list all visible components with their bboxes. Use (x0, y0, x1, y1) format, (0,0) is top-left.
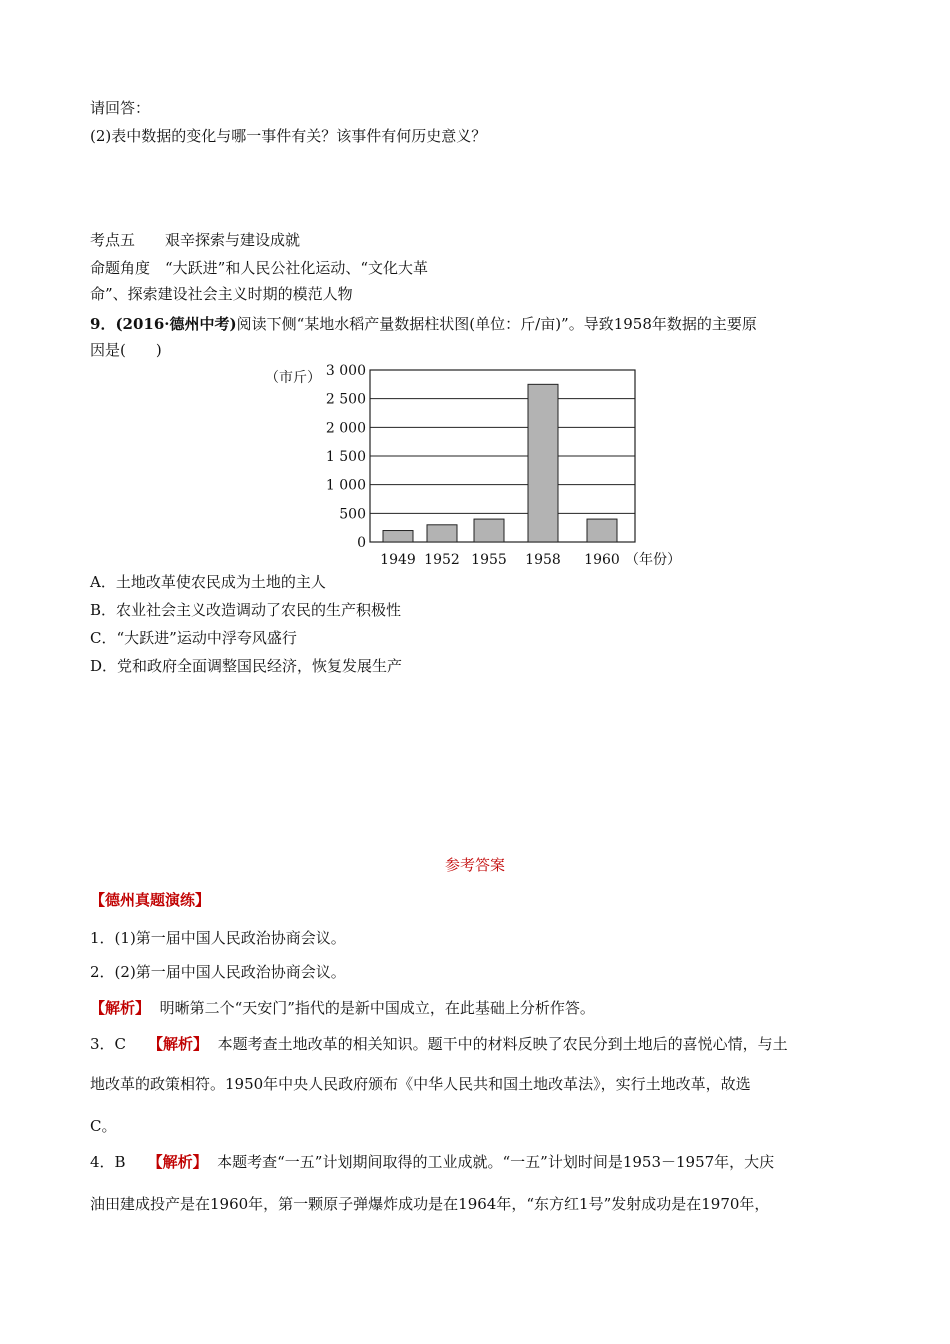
answer-4 (90, 1152, 774, 1172)
bar-1960 (587, 519, 617, 542)
question-9-stem-2: 因是( ) (90, 341, 162, 359)
analysis-tag: 【解析】 (90, 999, 151, 1017)
y-tick-label: 500 (339, 506, 366, 523)
rice-yield-bar-chart (255, 362, 715, 574)
answer-1: 1．(1)第一届中国人民政治协商会议。 (90, 929, 346, 947)
prompt-text: 请回答： (90, 99, 151, 117)
question-9-stem: 9．(2016·德州中考)阅读下侧“某地水稻产量数据柱状图(单位：斤/亩)”。导致1958年数据的主要原 (90, 315, 757, 333)
answer-4-line-2: 油田建成投产是在1960年，第一颗原子弹爆炸成功是在1964年，“东方红1号”发射成功是在1970年， (90, 1195, 770, 1213)
x-tick-label: 1952 (424, 552, 460, 568)
x-tick-label: 1960 (584, 552, 620, 568)
angle-line-2: 命”、探索建设社会主义时期的模范人物 (90, 285, 353, 303)
x-tick-label: 1949 (380, 552, 416, 568)
x-tick-label: 1955 (471, 552, 507, 568)
answer-2: 2．(2)第一届中国人民政治协商会议。 (90, 963, 346, 981)
y-tick-label: 3 000 (325, 363, 366, 379)
answer-3-num: 3．C (90, 1035, 127, 1053)
y-tick-label: 1 000 (325, 477, 366, 494)
y-tick-label: 2 000 (325, 420, 366, 437)
answers-section-tag: 【德州真题演练】 (90, 891, 211, 909)
question-stem: 阅读下侧“某地水稻产量数据柱状图(单位：斤/亩)”。导致1958年数据的主要原 (236, 315, 757, 333)
bar-1949 (383, 531, 413, 542)
option-d: D．党和政府全面调整国民经济，恢复发展生产 (90, 657, 403, 675)
answer-3-text: 本题考查土地改革的相关知识。题干中的材料反映了农民分到土地后的喜悦心情，与土 (217, 1035, 788, 1053)
answer-3 (90, 1034, 788, 1054)
x-axis-label: （年份） (625, 552, 681, 568)
answer-2-analysis (90, 998, 595, 1018)
y-tick-label: 2 500 (325, 391, 366, 408)
section-heading: 考点五 艰辛探索与建设成就 (90, 231, 301, 249)
y-axis-label: （市斤） (265, 370, 321, 386)
y-tick-label: 0 (357, 535, 366, 551)
answer-4-tag: 【解析】 (147, 1153, 208, 1171)
answer-4-text: 本题考查“一五”计划期间取得的工业成就。“一五”计划时间是1953－1957年，大庆 (217, 1153, 775, 1171)
y-tick-label: 1 500 (325, 449, 366, 465)
bar-1952 (427, 525, 457, 542)
question-source: (2016·德州中考) (115, 315, 237, 333)
analysis-text: 明晰第二个“天安门”指代的是新中国成立，在此基础上分析作答。 (159, 999, 595, 1017)
angle-line-1: 命题角度 “大跃进”和人民公社化运动、“文化大革 (90, 259, 429, 277)
question-2: (2)表中数据的变化与哪一事件有关？该事件有何历史意义？ (90, 127, 487, 145)
answer-3-line-3: C。 (90, 1117, 117, 1135)
option-c: C．“大跃进”运动中浮夸风盛行 (90, 629, 297, 647)
bar-1955 (474, 519, 504, 542)
bar-1958 (528, 384, 558, 542)
question-number: 9 (90, 315, 101, 333)
answer-3-tag: 【解析】 (148, 1035, 209, 1053)
answer-3-line-2: 地改革的政策相符。1950年中央人民政府颁布《中华人民共和国土地改革法》，实行土地改革，故选 (90, 1075, 751, 1093)
option-b: B．农业社会主义改造调动了农民的生产积极性 (90, 601, 402, 619)
option-a: A．土地改革使农民成为土地的主人 (90, 573, 326, 591)
answer-4-num: 4．B (90, 1153, 126, 1171)
answers-title: 参考答案 (444, 856, 505, 874)
x-tick-label: 1958 (525, 552, 561, 568)
